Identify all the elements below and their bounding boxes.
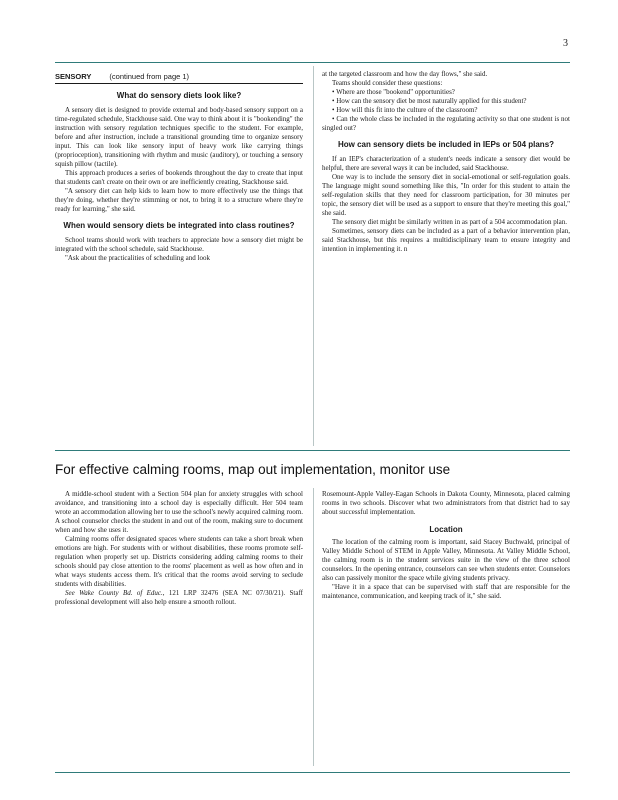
citation-rest: , 121 LRP 32476 (SEA NC 07/30/21). Staff professional development will also help ensure a smooth rollout.	[55, 589, 303, 606]
paragraph: A sensory diet is designed to provide external and body-based sensory support on a time-regulated schedule, Stackhouse said. One way to think about it is "bookending" the instruction with sensory regulation techniques specific to the student. For example, before and after instruction, include a transitional grounding time to organize sensory input. This can look like sensory input of heavy work like carrying things (proprioception), transitioning with rhythm and music (auditory), or touching a sensory squish pillow (tactile).	[55, 106, 303, 168]
subheading: When would sensory diets be integrated into class routines?	[63, 221, 295, 230]
paragraph: Calming rooms offer designated spaces where students can take a short break when emotions are high. For students with or without disabilities, these rooms promote self-regulation when properly set up. Districts considering adding calming rooms to their schools should pay close attention to the rooms' placement as well as how often and in what ways students access them. It's critical that the rooms avoid serving to seclude students with disabilities.	[55, 535, 303, 588]
top-divider	[55, 62, 570, 63]
paragraph: Sometimes, sensory diets can be included as a part of a behavior intervention plan, said Stackhouse, but this requires a multidisciplinary team to ensure integrity and intention in implementing it. n	[322, 227, 570, 253]
citation-see: See	[65, 589, 75, 597]
subheading: Location	[429, 525, 463, 534]
paragraph: This approach produces a series of bookends throughout the day to create that input that students can't create on their own or are inefficiently creating, Stackhouse said.	[55, 169, 303, 186]
section-label	[55, 72, 303, 84]
citation-case: Wake County Bd. of Educ.	[79, 589, 163, 597]
article2-left-column	[55, 490, 303, 607]
paragraph: School teams should work with teachers to appreciate how a sensory diet might be integrated with the school schedule, said Stackhouse.	[55, 236, 303, 253]
subheading: What do sensory diets look like?	[116, 91, 242, 100]
paragraph: "Ask about the practicalities of scheduling and look	[65, 254, 210, 262]
column-divider-2	[313, 488, 314, 766]
article2-right-column	[322, 490, 570, 601]
citation-paragraph	[55, 589, 303, 607]
continued-note: (continued from page 1)	[109, 72, 190, 81]
paragraph: Teams should consider these questions:	[332, 79, 443, 87]
paragraph: The location of the calming room is important, said Stacey Buchwald, principal of Valley Middle School of STEM in Apple Valley, Minnesota. At Valley Middle School, the calming room is in the student services suite in the view of the three school counselors. In the opening entrance, counselors can see when students enter. Counselors also can passively monitor the space while giving students privacy.	[322, 538, 570, 582]
paragraph: • How will this fit into the culture of the classroom?	[332, 106, 478, 114]
paragraph: If an IEP's characterization of a student's needs indicate a sensory diet would be helpful, there are several ways it can be included, said Stackhouse.	[322, 155, 570, 172]
paragraph: at the targeted classroom and how the day flows," she said.	[322, 70, 488, 78]
paragraph: • Can the whole class be included in the regulating activity so that one student is not singled out?	[322, 115, 570, 132]
page-number: 3	[563, 38, 568, 49]
article1-right-column	[322, 70, 570, 254]
article1-left-column	[55, 72, 303, 263]
subheading: How can sensory diets be included in IEPs or 504 plans?	[337, 140, 555, 149]
column-divider	[313, 66, 314, 446]
paragraph: • Where are those "bookend" opportunities?	[332, 88, 455, 96]
paragraph: • How can the sensory diet be most naturally applied for this student?	[332, 97, 527, 105]
bottom-divider	[55, 772, 570, 773]
paragraph: "A sensory diet can help kids to learn how to more effectively use the things that they're doing, whether they're stimming or not, to bring it to a structure where they're ready for learning," she said.	[55, 187, 303, 213]
paragraph: One way is to include the sensory diet in social-emotional or self-regulation goals. The language might sound something like this, "In order for this student to attain the self-regulation skills that they need for classroom participation, for 30 minutes per topic, the sensory diet will be used as a support to ensure that they're meeting this goal," she said.	[322, 173, 570, 217]
section-name: SENSORY	[55, 72, 92, 81]
paragraph: A middle-school student with a Section 504 plan for anxiety struggles with school avoidance, and transitioning into a school day is especially difficult. Her 504 team wrote an accommodation allowing her to use the school's newly acquired calming room. A school counselor checks the student in and out of the room, making sure to document when and how she uses it.	[55, 490, 303, 534]
paragraph: Rosemount-Apple Valley-Eagan Schools in Dakota County, Minnesota, placed calming rooms in two schools. Discover what two administrators from that district had to say about successful implementation.	[322, 490, 570, 516]
paragraph: The sensory diet might be similarly written in as part of a 504 accommodation plan.	[332, 218, 568, 226]
article-divider	[55, 450, 570, 451]
paragraph: "Have it in a space that can be supervised with staff that are responsible for the maintenance, communication, and keeping track of it," she said.	[322, 583, 570, 600]
article2-headline: For effective calming rooms, map out implementation, monitor use	[55, 462, 451, 477]
